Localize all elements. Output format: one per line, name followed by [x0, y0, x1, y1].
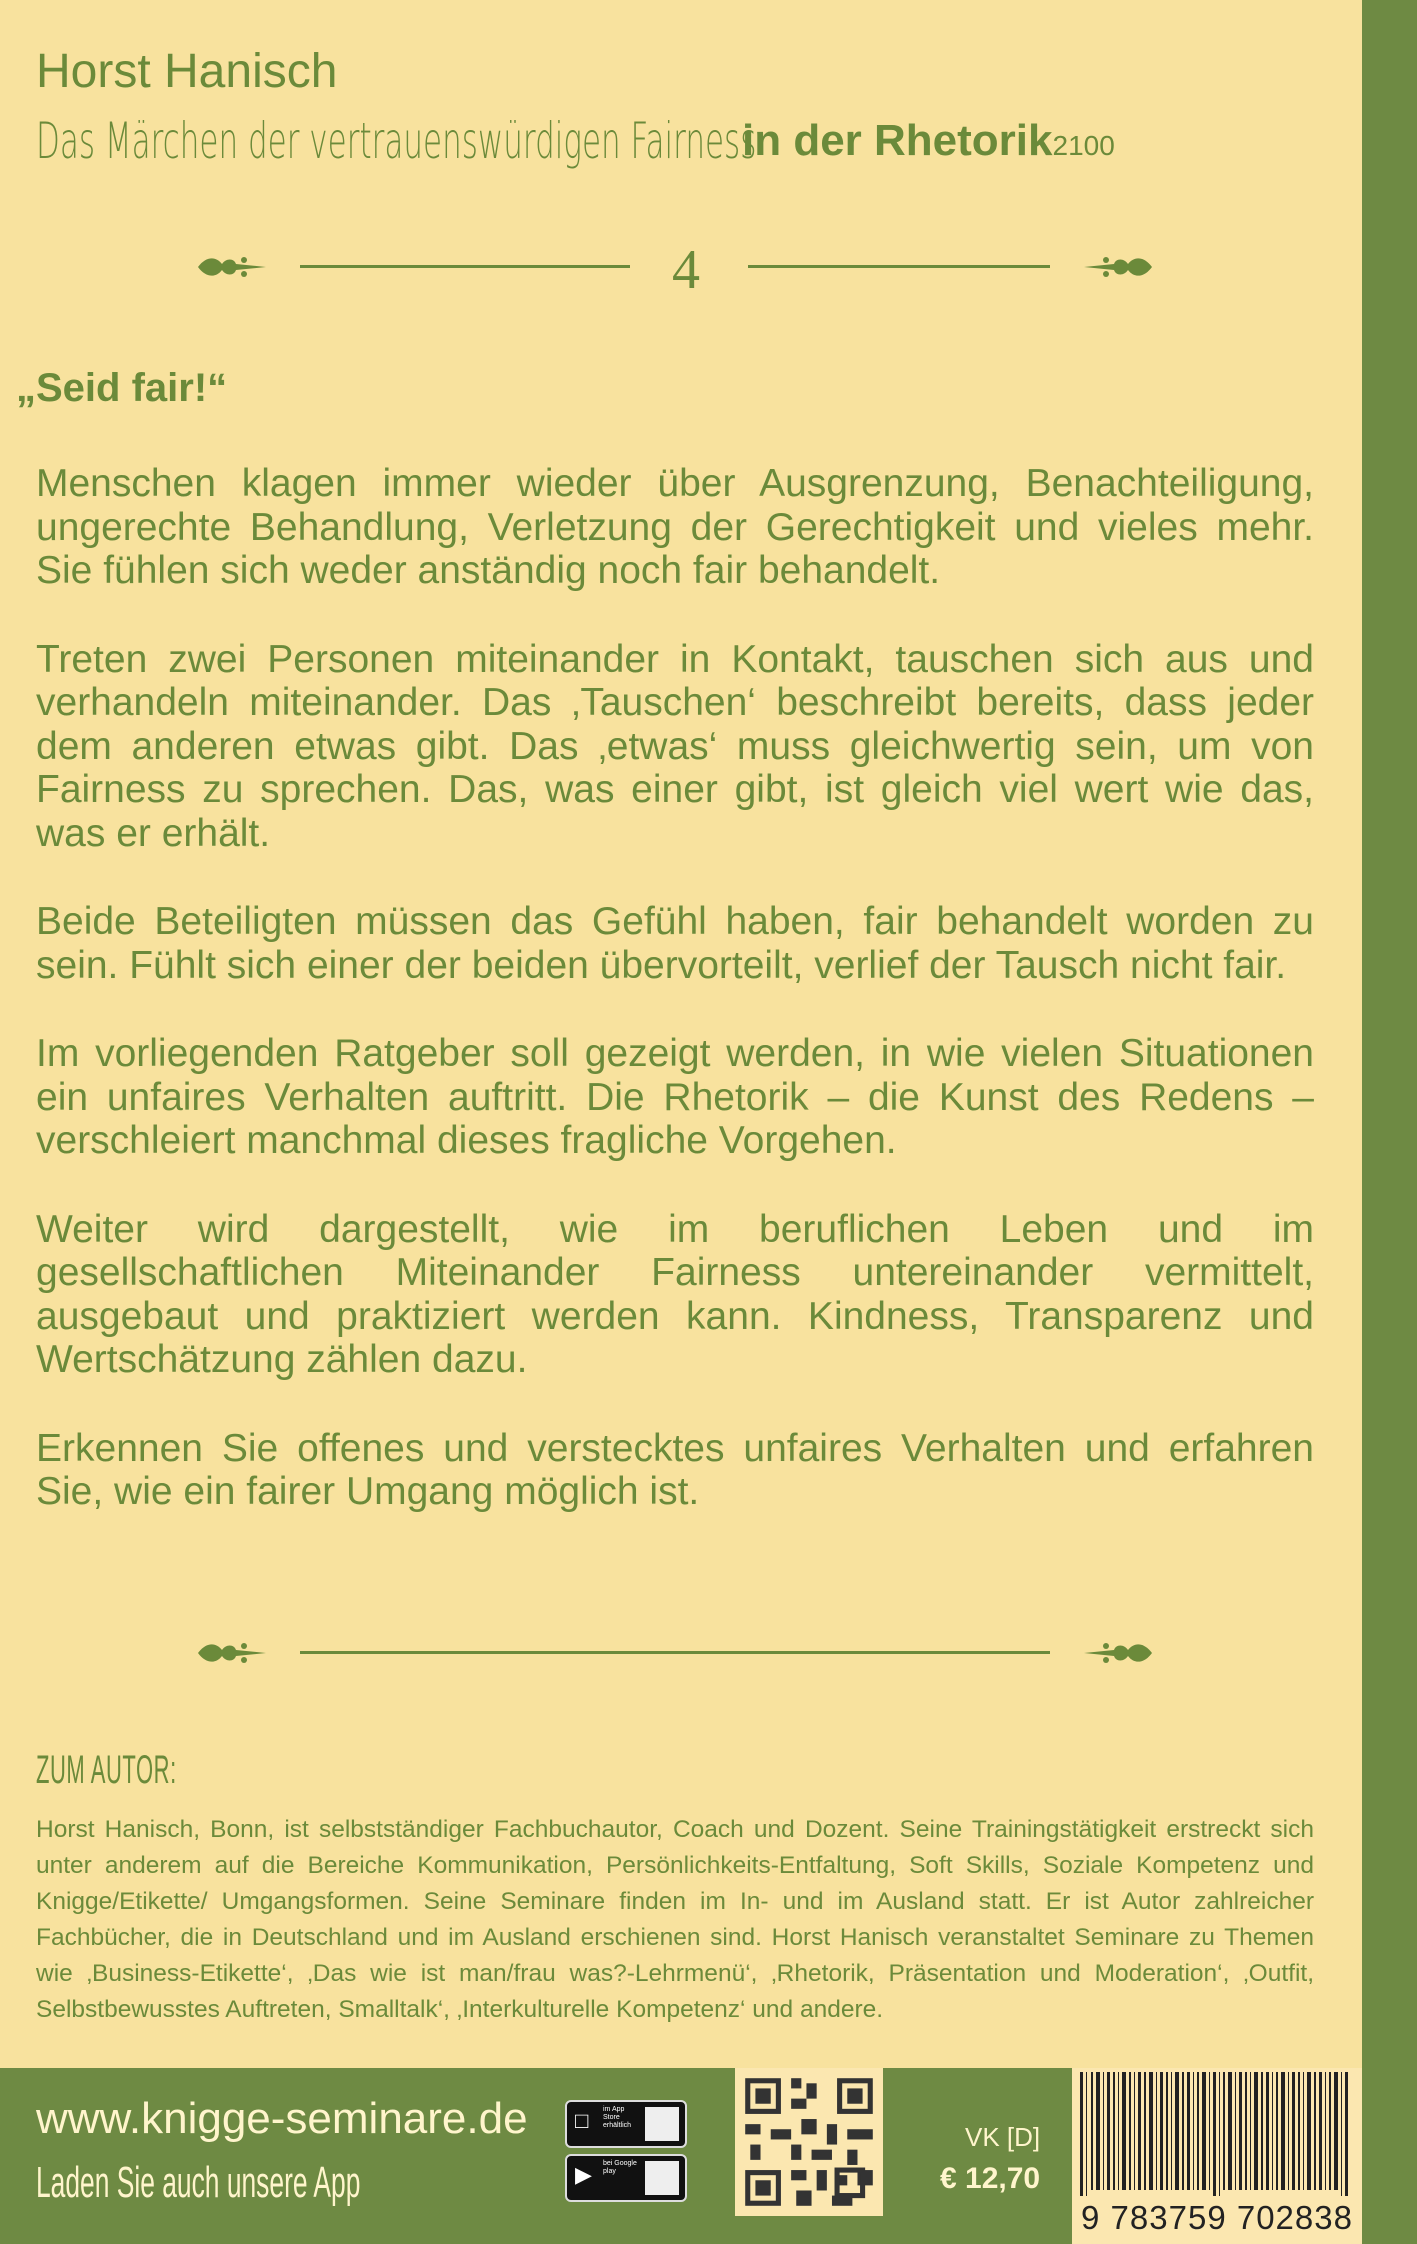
title-rest	[742, 116, 1115, 166]
appstore-label: im App Store erhältlich	[603, 2106, 632, 2129]
price: € 12,70	[940, 2162, 1041, 2195]
lead-quote: „Seid fair!“	[16, 366, 228, 410]
blurb-paragraph: Menschen klagen immer wieder über Ausgrenzung, Benachteiligung, ungerechte Behandlung, Verletzung der Gerechtigkeit und vieles mehr. Sie fühlen sich weder anständig noch fair behandelt.	[36, 462, 1314, 592]
vk-label: VK [D]	[965, 2122, 1041, 2152]
blurb-paragraph: Treten zwei Personen miteinander in Kontakt, tauschen sich aus und verhandeln miteinander. Das ‚Tauschen‘ beschreibt bereits, dass jeder dem anderen etwas gibt. Das ‚etwas‘ muss gleichwertig sein, um von Fairness zu sprechen. Das, was einer gibt, ist gleich viel wert wie das, was er erhält.	[36, 637, 1314, 855]
blurb-paragraph: Weiter wird dargestellt, wie im beruflichen Leben und im gesellschaftlichen Miteinander Fairness untereinander vermittelt, ausgebaut und praktiziert werden kann. Kindness, Transparenz und Wertschätzung zählen dazu.	[36, 1207, 1314, 1381]
play-store-icon: ▶	[575, 2162, 592, 2187]
fleuron-left-icon	[196, 1636, 268, 1670]
blurb-body	[36, 462, 1314, 1559]
qr-code[interactable]	[735, 2068, 883, 2216]
appstore-badge[interactable]	[565, 2100, 687, 2148]
fleuron-right-icon	[1082, 1636, 1154, 1670]
apple-icon: □	[575, 2108, 589, 2133]
blurb-paragraph: Beide Beteiligten müssen das Gefühl haben, fair behandelt worden zu sein. Fühlt sich einer der beiden übervorteilt, verlief der Tausch nicht fair.	[36, 900, 1314, 987]
title-suffix: 2100	[1052, 130, 1115, 161]
googleplay-qr	[645, 2161, 679, 2195]
divider-rule-left	[300, 265, 630, 268]
blurb-paragraph: Erkennen Sie offenes und verstecktes unfaires Verhalten und erfahren Sie, wie ein fairer Umgang möglich ist.	[36, 1426, 1314, 1513]
about-heading: ZUM AUTOR:	[36, 1748, 177, 1792]
app-line: Laden Sie auch unsere App	[36, 2158, 361, 2207]
isbn-number: 9 783759 702838	[1072, 2196, 1362, 2244]
googleplay-label: bei Google play	[603, 2160, 637, 2175]
book-spine	[1362, 0, 1417, 2244]
blurb-paragraph: Im vorliegenden Ratgeber soll gezeigt werden, in wie vielen Situationen ein unfaires Verhalten auftritt. Die Rhetorik – die Kunst des Redens – verschleiert manchmal dieses fragliche Vorgehen.	[36, 1032, 1314, 1162]
fleuron-right-icon	[1082, 250, 1154, 284]
about-text: Horst Hanisch, Bonn, ist selbstständiger Fachbuchautor, Coach und Dozent. Seine Trainingstätigkeit erstreckt sich unter anderem auf die Bereiche Kommunikation, Persönlichkeits-Entfaltung, Soft Skills, Soziale Kompetenz und Knigge/Etikette/ Umgangsformen. Seine Seminare finden im In- und im Ausland statt. Er ist Autor zahlreicher Fachbücher, die in Deutschland und im Ausland erschienen sind. Horst Hanisch veranstaltet Seminare zu Themen wie ‚Business-Etikette‘, ‚Das wie ist man/frau was?-Lehrmenü‘, ‚Rhetorik, Präsentation und Moderation‘, ‚Outfit, Selbstbewusstes Auftreten, Smalltalk‘, ‚Interkulturelle Kompetenz‘ und andere.	[36, 1816, 1314, 2023]
title-script: Das Märchen der vertrauenswürdigen Fairness	[36, 112, 757, 170]
googleplay-badge[interactable]	[565, 2154, 687, 2202]
appstore-qr	[645, 2107, 679, 2141]
divider-rule	[300, 1651, 1050, 1654]
section-divider	[196, 1634, 1154, 1674]
author-name: Horst Hanisch	[36, 45, 338, 98]
chapter-divider	[196, 239, 1154, 301]
fleuron-left-icon	[196, 250, 268, 284]
book-title	[36, 112, 1198, 170]
title-rest-text: in der Rhetorik	[742, 116, 1053, 165]
divider-rule-right	[748, 265, 1050, 268]
website-url[interactable]: www.knigge-seminare.de	[36, 2094, 528, 2143]
barcode	[1072, 2068, 1362, 2196]
chapter-number: 4	[672, 239, 700, 301]
